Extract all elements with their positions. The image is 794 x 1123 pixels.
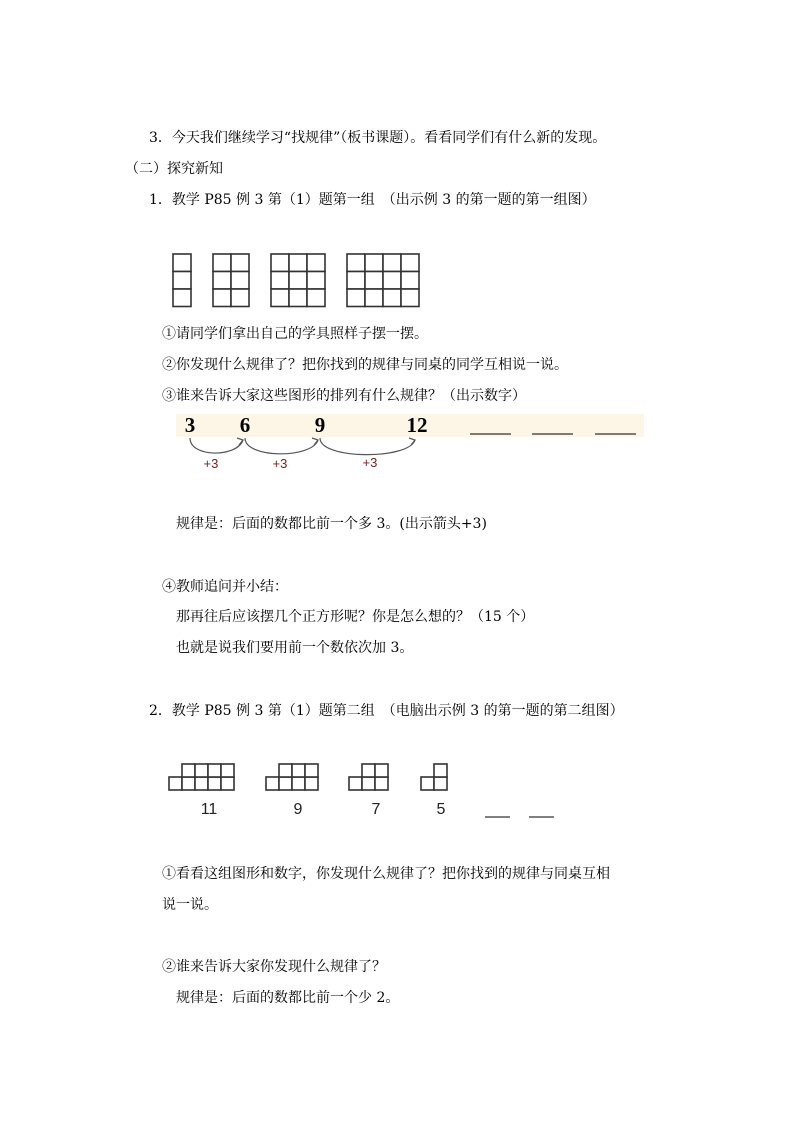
task-2-heading: 2．教学 P85 例 3 第（1）题第二组 （电脑出示例 3 的第一题的第二组图） (149, 703, 624, 719)
unit-square (169, 777, 182, 790)
unit-square (292, 777, 305, 790)
unit-square (182, 777, 195, 790)
square-count-label: 7 (371, 801, 381, 818)
stair-figure-2 (266, 764, 318, 790)
sequence-number: 3 (184, 413, 196, 437)
prompt-1-line-2: 说一说。 (162, 897, 218, 913)
prompt-2: ②谁来告诉大家你发现什么规律了？ (162, 959, 386, 975)
square-count-label: 11 (200, 801, 218, 818)
unit-square (305, 764, 318, 777)
unit-square (182, 764, 195, 777)
unit-square (221, 764, 234, 777)
section-heading-explore: （二）探究新知 (125, 161, 223, 177)
question-4-summary: 也就是说我们要用前一个数依次加 3。 (176, 640, 414, 656)
stair-figure-1 (169, 764, 234, 790)
rule-2: 规律是：后面的数都比前一个少 2。 (176, 990, 400, 1006)
square-count-label: 5 (436, 801, 446, 818)
unit-square (221, 777, 234, 790)
unit-square (279, 777, 292, 790)
question-3: ③谁来告诉大家这些图形的排列有什么规律？（出示数字） (162, 388, 526, 404)
unit-square (362, 764, 375, 777)
unit-square (434, 764, 447, 777)
unit-square (208, 777, 221, 790)
unit-square (266, 777, 279, 790)
unit-square (421, 777, 434, 790)
question-4: ④教师追问并小结： (162, 579, 288, 595)
unit-square (208, 764, 221, 777)
prompt-1-line-1: ①看看这组图形和数字，你发现什么规律了？把你找到的规律与同桌互相 (162, 866, 610, 882)
stair-figure-3 (349, 764, 388, 790)
unit-square (375, 777, 388, 790)
unit-square (279, 764, 292, 777)
unit-square (292, 764, 305, 777)
unit-square (195, 777, 208, 790)
question-2: ②你发现什么规律了？把你找到的规律与同桌的同学互相说一说。 (162, 357, 568, 373)
question-4-follow-up: 那再往后应该摆几个正方形呢？你是怎么想的？（15 个） (176, 609, 535, 625)
sequence-number: 6 (239, 413, 251, 437)
stair-figure-4 (421, 764, 447, 790)
question-1: ①请同学们拿出自己的学具照样子摆一摆。 (162, 326, 428, 342)
unit-square (195, 764, 208, 777)
rule-1: 规律是：后面的数都比前一个多 3。(出示箭头+3) (176, 516, 487, 532)
unit-square (362, 777, 375, 790)
increment-label: +3 (203, 456, 219, 471)
unit-square (349, 777, 362, 790)
increment-label: +3 (272, 456, 288, 471)
sequence-number: 12 (406, 413, 428, 437)
square-count-label: 9 (293, 801, 303, 818)
unit-square (375, 764, 388, 777)
task-1-heading: 1．教学 P85 例 3 第（1）题第一组 （出示例 3 的第一题的第一组图） (149, 192, 596, 208)
increment-label: +3 (362, 455, 378, 470)
unit-square (305, 777, 318, 790)
sequence-number: 9 (314, 413, 326, 437)
intro-line-3: 3．今天我们继续学习“找规律”（板书课题）。看看同学们有什么新的发现。 (149, 130, 607, 146)
unit-square (434, 777, 447, 790)
